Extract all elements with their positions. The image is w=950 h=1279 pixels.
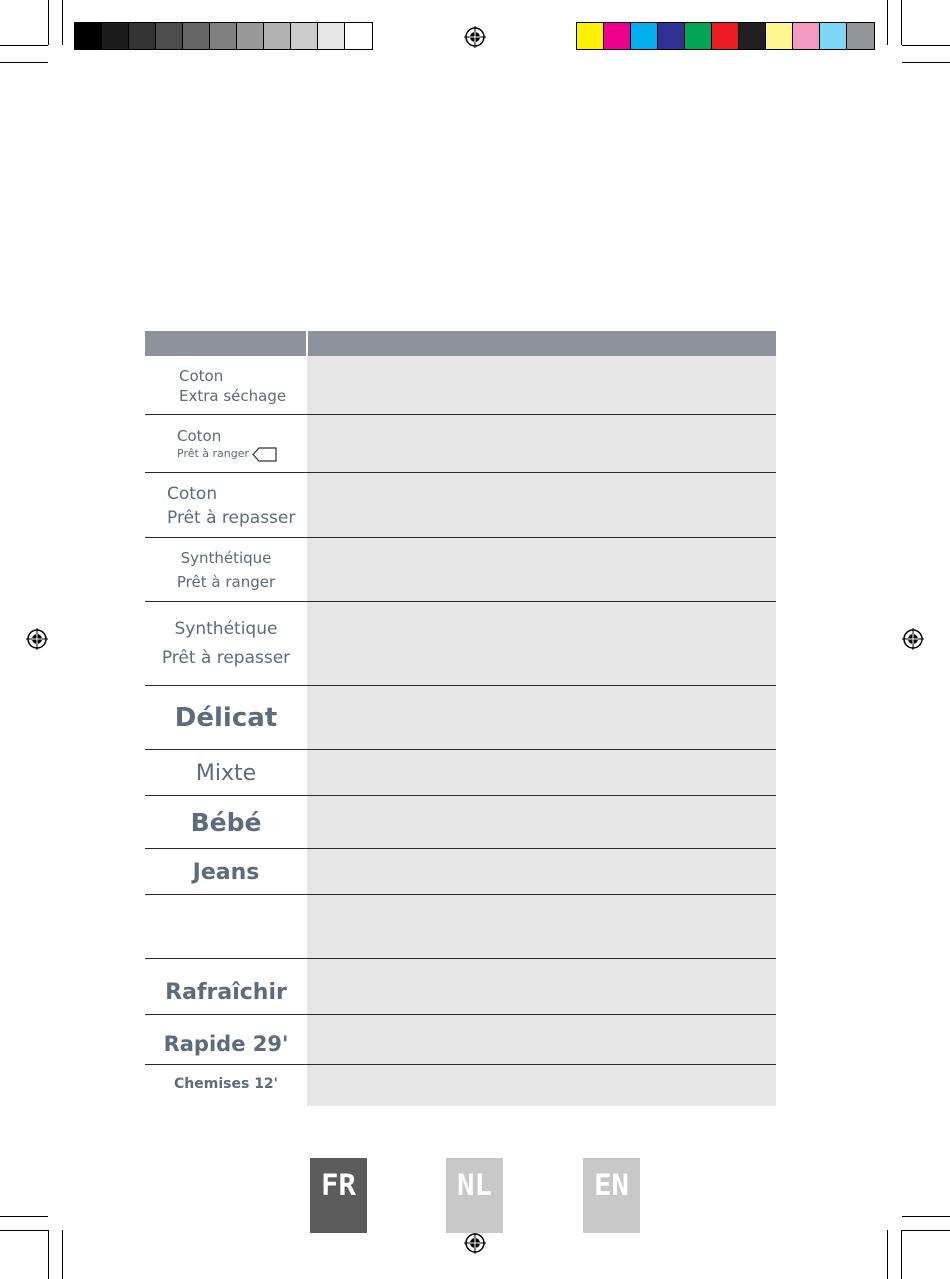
program-name: Rapide 29' xyxy=(163,1032,289,1056)
description-cell xyxy=(307,686,776,750)
registration-mark-icon xyxy=(464,26,486,48)
table-row xyxy=(145,415,776,473)
language-code: EN xyxy=(594,1168,629,1202)
description-cell xyxy=(307,750,776,796)
table-row xyxy=(145,849,776,895)
program-variant: Extra séchage xyxy=(179,386,287,405)
table-row xyxy=(145,473,776,538)
table-row xyxy=(145,1015,776,1065)
table-row xyxy=(145,1065,776,1106)
registration-mark-icon xyxy=(26,628,48,650)
language-tab-nl[interactable] xyxy=(446,1158,503,1233)
color-swatch xyxy=(712,23,739,49)
table-row xyxy=(145,796,776,849)
color-swatch xyxy=(237,23,264,49)
program-name: Mixte xyxy=(195,760,257,786)
header-cell-description xyxy=(308,331,776,356)
color-swatch xyxy=(156,23,183,49)
registration-mark-icon xyxy=(902,628,924,650)
table-row xyxy=(145,538,776,602)
program-name: Jeans xyxy=(192,859,260,885)
program-name: Bébé xyxy=(190,808,262,837)
language-tab-en[interactable] xyxy=(583,1158,640,1233)
language-code: FR xyxy=(321,1168,356,1202)
description-cell xyxy=(307,849,776,895)
tag-icon xyxy=(252,447,277,462)
description-cell xyxy=(307,356,776,415)
program-name: Coton xyxy=(167,483,218,504)
program-name: Coton xyxy=(177,427,222,445)
language-tab-fr[interactable] xyxy=(310,1158,367,1233)
table-row xyxy=(145,895,776,959)
program-name: Coton xyxy=(179,366,224,385)
description-cell xyxy=(307,538,776,602)
process-color-bar xyxy=(576,22,875,50)
color-swatch xyxy=(793,23,820,49)
color-swatch xyxy=(685,23,712,49)
color-swatch xyxy=(604,23,631,49)
registration-mark-icon xyxy=(464,1232,486,1254)
program-name: Synthétique xyxy=(174,619,278,639)
program-variant: Prêt à ranger xyxy=(177,447,250,460)
description-cell xyxy=(307,959,776,1015)
program-name: Délicat xyxy=(174,703,278,733)
program-name: Rafraîchir xyxy=(165,979,287,1005)
color-swatch xyxy=(291,23,318,49)
color-swatch xyxy=(75,23,102,49)
color-swatch xyxy=(102,23,129,49)
color-swatch xyxy=(820,23,847,49)
table-row xyxy=(145,602,776,686)
table-row xyxy=(145,959,776,1015)
color-swatch xyxy=(345,23,372,49)
table-row xyxy=(145,356,776,415)
description-cell xyxy=(307,796,776,849)
color-swatch xyxy=(210,23,237,49)
description-cell xyxy=(307,1015,776,1065)
program-name: Synthétique xyxy=(180,549,272,567)
color-swatch xyxy=(739,23,766,49)
program-table xyxy=(145,331,776,1106)
header-cell-program xyxy=(145,331,306,356)
table-row xyxy=(145,750,776,796)
description-cell xyxy=(307,895,776,959)
program-variant: Prêt à ranger xyxy=(176,573,276,591)
program-variant: Prêt à repasser xyxy=(161,648,291,668)
table-row xyxy=(145,686,776,750)
color-swatch xyxy=(318,23,345,49)
color-swatch xyxy=(766,23,793,49)
color-swatch xyxy=(129,23,156,49)
color-swatch xyxy=(183,23,210,49)
table-header xyxy=(145,331,776,356)
description-cell xyxy=(307,473,776,538)
language-code: NL xyxy=(457,1168,492,1202)
grayscale-color-bar xyxy=(74,22,373,50)
color-swatch xyxy=(631,23,658,49)
color-swatch xyxy=(577,23,604,49)
color-swatch xyxy=(847,23,874,49)
color-swatch xyxy=(264,23,291,49)
description-cell xyxy=(307,602,776,686)
description-cell xyxy=(307,415,776,473)
description-cell xyxy=(307,1065,776,1106)
program-name: Chemises 12' xyxy=(174,1076,278,1092)
color-swatch xyxy=(658,23,685,49)
program-variant: Prêt à repasser xyxy=(167,507,296,528)
